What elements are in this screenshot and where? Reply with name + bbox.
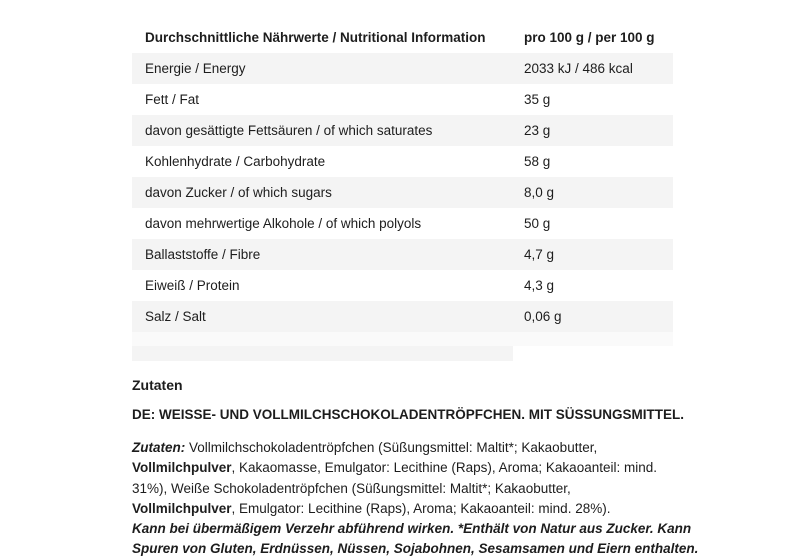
ingredients-heading: Zutaten: [132, 377, 183, 393]
ingredients-line: [132, 479, 673, 499]
nutrient-value: 58 g: [524, 154, 551, 169]
nutrient-value: 50 g: [524, 216, 551, 231]
nutrition-table: [132, 21, 673, 361]
nutrient-row-polyols: [132, 208, 673, 239]
nutrient-value: 8,0 g: [524, 185, 555, 200]
allergen-line: Spuren von Gluten, Erdnüssen, Nüssen, Sojabohnen, Sesamsamen und Eiern enthalten.: [132, 541, 699, 557]
table-footer-strip: [132, 332, 673, 346]
nutrient-value: 2033 kJ / 486 kcal: [524, 61, 633, 76]
nutrient-row-salt: [132, 301, 673, 332]
nutrient-value: 4,3 g: [524, 278, 555, 293]
nutrient-label: Energie / Energy: [145, 61, 246, 76]
ingredients-line: [132, 458, 673, 478]
ingredients-bold-term: Vollmilchpulver: [132, 460, 232, 476]
ingredients-line: [132, 499, 673, 519]
nutrition-header-label: Durchschnittliche Nährwerte / Nutritional Information: [145, 29, 486, 45]
nutrition-table-header-row: [132, 21, 673, 53]
nutrient-label: davon Zucker / of which sugars: [145, 185, 332, 200]
nutrient-label: Eiweiß / Protein: [145, 278, 240, 293]
nutrient-label: davon mehrwertige Alkohole / of which polyols: [145, 216, 422, 231]
ingredients-text: , Kakaomasse, Emulgator: Lecithine (Raps), Aroma; Kakaoanteil: mind.: [231, 460, 657, 476]
nutrient-row-energy: [132, 53, 673, 84]
nutrient-value: 23 g: [524, 123, 551, 138]
nutrient-label: Kohlenhydrate / Carbohydrate: [145, 154, 326, 169]
ingredients-text: Vollmilchschokoladentröpfchen (Süßungsmittel: Maltit*; Kakaobutter,: [189, 440, 598, 455]
nutrient-label: Ballaststoffe / Fibre: [145, 247, 261, 262]
nutrient-row-sugars: [132, 177, 673, 208]
nutrient-row-fat: [132, 84, 673, 115]
ingredients-paragraph: [132, 438, 673, 519]
ingredients-statement: DE: WEISSE- UND VOLLMILCHSCHOKOLADENTRÖPFCHEN. MIT SÜSSUNGSMITTEL.: [132, 407, 684, 422]
allergen-line: Kann bei übermäßigem Verzehr abführend wirken. *Enthält von Natur aus Zucker. Kann: [132, 521, 692, 537]
nutrient-label: davon gesättigte Fettsäuren / of which saturates: [145, 123, 433, 138]
nutrient-value: 4,7 g: [524, 247, 555, 262]
nutrition-header-value: pro 100 g / per 100 g: [524, 29, 655, 45]
ingredients-bold-term: Vollmilchpulver: [132, 500, 232, 516]
nutrient-row-saturates: [132, 115, 673, 146]
table-scrollbar-thumb[interactable]: [132, 346, 513, 361]
product-info-section: [132, 21, 699, 560]
nutrient-row-fibre: [132, 239, 673, 270]
nutrient-label: Salz / Salt: [145, 309, 206, 324]
ingredients-text: 31%), Weiße Schokoladentröpfchen (Süßungsmittel: Maltit*; Kakaobutter,: [132, 480, 571, 496]
nutrient-value: 35 g: [524, 92, 551, 107]
ingredients-text: , Emulgator: Lecithine (Raps), Aroma; Kakaoanteil: mind. 28%).: [231, 500, 611, 516]
nutrient-row-protein: [132, 270, 673, 301]
ingredients-label: Zutaten:: [132, 440, 189, 455]
ingredients-line: [132, 438, 673, 458]
allergen-note: [132, 519, 699, 560]
nutrient-value: 0,06 g: [524, 309, 562, 324]
nutrient-label: Fett / Fat: [145, 92, 200, 107]
nutrient-row-carbohydrate: [132, 146, 673, 177]
